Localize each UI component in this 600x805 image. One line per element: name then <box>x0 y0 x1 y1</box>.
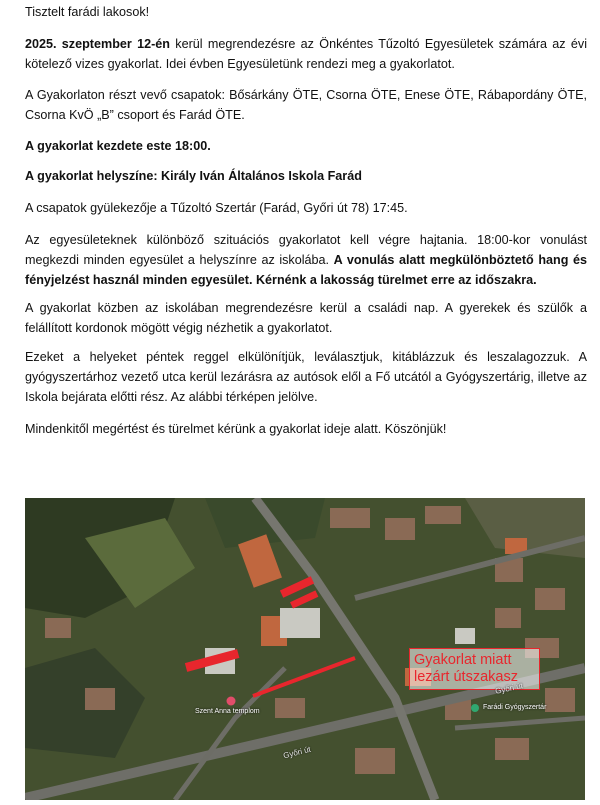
church-label: Szent Anna templom <box>195 708 260 715</box>
family-day-paragraph: A gyakorlat közben az iskolában megrendezésre kerül a családi nap. A gyerekek és szülők a felállított kordonok mögött végig nézhetik a gyakorlatot. <box>25 301 587 335</box>
intro-paragraph <box>25 34 587 74</box>
exercise-date: 2025. szeptember 12-én <box>25 37 170 51</box>
thanks-line: Mindenkitől megértést és türelmet kérünk a gyakorlat ideje alatt. Köszönjük! <box>25 422 447 436</box>
road-label-1: Győri út <box>282 744 312 761</box>
start-time: A gyakorlat kezdete este 18:00. <box>25 139 211 153</box>
participating-teams: A Gyakorlaton részt vevő csapatok: Bősárkány ÖTE, Csorna ÖTE, Enese ÖTE, Rábapordány ÖTE, Csorna KvÖ „B” csoport és Farád ÖTE. <box>25 88 587 122</box>
road-label-2: Győri út <box>494 681 524 696</box>
closure-label: Gyakorlat miatt lezárt útszakasz <box>409 648 540 690</box>
pharmacy-label: Farádi Gyógyszertár <box>483 704 547 711</box>
satellite-map <box>25 498 585 800</box>
march-paragraph <box>25 230 587 290</box>
church-pin <box>227 697 236 706</box>
intro-text: kerül megrendezésre az Önkéntes Tűzoltó Egyesületek számára az évi kötelező vizes gyakorlat. Idei évben Egyesületünk rendezi meg a gyakorlatot. <box>25 37 587 71</box>
venue: A gyakorlat helyszíne: Király Iván Általános Iskola Farád <box>25 169 362 183</box>
march-text: Az egyesületeknek különböző szituációs gyakorlatot kell végre hajtania. 18:00-kor vonulást megkezdi minden egyesület a helyszínre az iskolába. <box>25 233 587 267</box>
greeting: Tisztelt farádi lakosok! <box>25 5 150 19</box>
gathering-point: A csapatok gyülekezője a Tűzoltó Szertár (Farád, Győri út 78) 17:45. <box>25 201 408 215</box>
march-warning: A vonulás alatt megkülönböztető hang és fényjelzést használ minden egyesület. Kérnénk a lakosság türelmet erre az időszakra. <box>25 253 587 287</box>
pharmacy-pin <box>471 704 479 712</box>
road-closure-paragraph: Ezeket a helyeket péntek reggel elkülönítjük, leválasztjuk, kitáblázzuk és leszalagozzuk. A gyógyszertárhoz vezető utca kerül lezárásra az autósok elől a Fő utcától a Gyógyszertárig, illetve az Iskola bejárata előtti rész. Az alábbi térképen jelölve. <box>25 350 587 404</box>
